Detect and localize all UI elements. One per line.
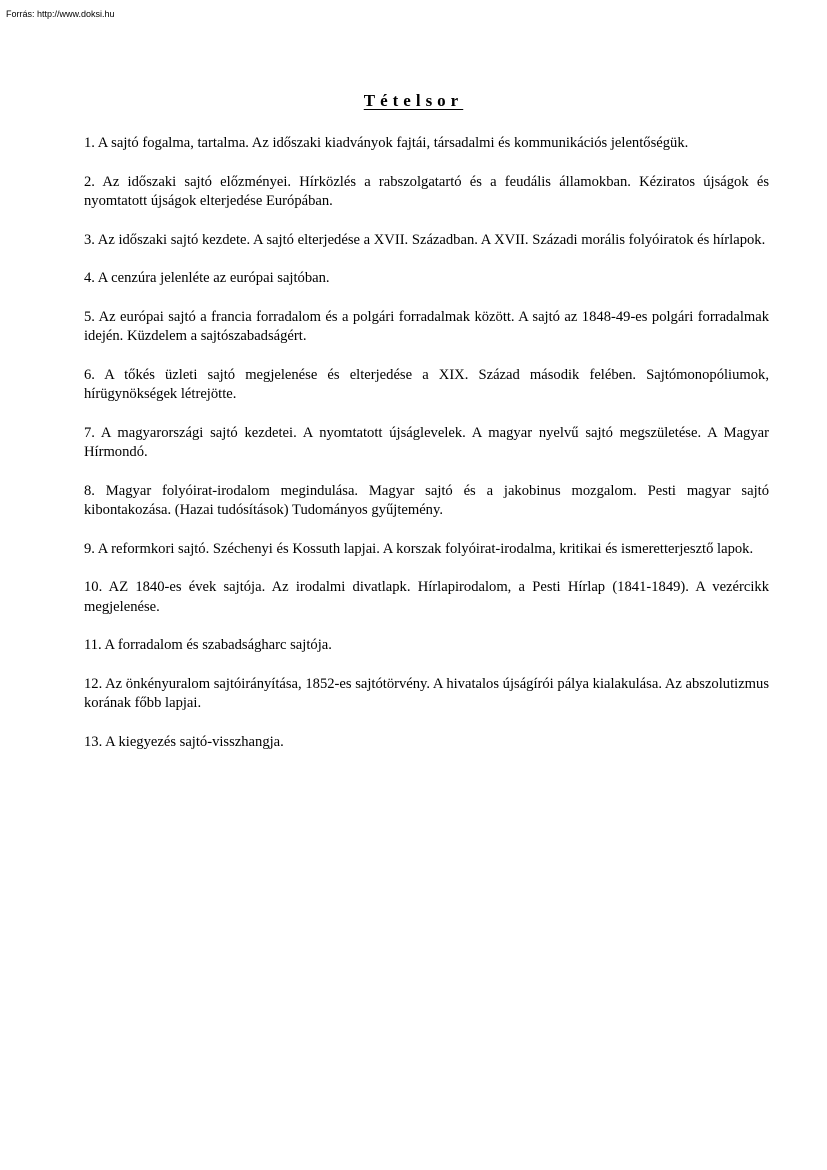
topic-item-11: 11. A forradalom és szabadságharc sajtója. [84, 637, 332, 653]
topic-item-9: 9. A reformkori sajtó. Széchenyi és Kossuth lapjai. A korszak folyóirat-irodalma, kritikai és ismeretterjesztő lapok. [84, 540, 754, 557]
topic-item-12: 12. Az önkényuralom sajtóirányítása, 1852-es sajtótörvény. A hivatalos újságírói pálya kialakulása. Az abszolutizmus korának főbb lapjai. [84, 675, 769, 711]
topic-item-7: 7. A magyarországi sajtó kezdetei. A nyomtatott újságlevelek. A magyar nyelvű sajtó megszületése. A Magyar Hírmondó. [84, 424, 769, 460]
topic-list [84, 134, 769, 771]
topic-item-6: 6. A tőkés üzleti sajtó megjelenése és elterjedése a XIX. Század második felében. Sajtómonopóliumok, hírügynökségek létrejötte. [84, 366, 769, 402]
topic-item-13: 13. A kiegyezés sajtó-visszhangja. [84, 733, 284, 750]
topic-item-4: 4. A cenzúra jelenléte az európai sajtóban. [84, 270, 330, 286]
topic-item-1: 1. A sajtó fogalma, tartalma. Az időszaki kiadványok fajtái, társadalmi és kommunikációs jelentőségük. [84, 135, 689, 151]
source-attribution: Forrás: http://www.doksi.hu [6, 9, 115, 19]
topic-item-5: 5. Az európai sajtó a francia forradalom és a polgári forradalmak között. A sajtó az 1848-49-es polgári forradalmak idején. Küzdelem a sajtószabadságért. [84, 308, 769, 344]
topic-item-8: 8. Magyar folyóirat-irodalom megindulása. Magyar sajtó és a jakobinus mozgalom. Pesti magyar sajtó kibontakozása. (Hazai tudósítások) Tudományos gyűjtemény. [84, 482, 769, 518]
topic-item-10: 10. AZ 1840-es évek sajtója. Az irodalmi divatlapk. Hírlapirodalom, a Pesti Hírlap (1841-1849). A vezércikk megjelenése. [84, 579, 769, 615]
topic-item-3: 3. Az időszaki sajtó kezdete. A sajtó elterjedése a XVII. Században. A XVII. Századi morális folyóiratok és hírlapok. [84, 231, 766, 248]
page-title: Tételsor [363, 91, 464, 110]
topic-item-2: 2. Az időszaki sajtó előzményei. Hírközlés a rabszolgatartó és a feudális államokban. Kéziratos újságok és nyomtatott újságok elterjedése Európában. [84, 173, 769, 209]
